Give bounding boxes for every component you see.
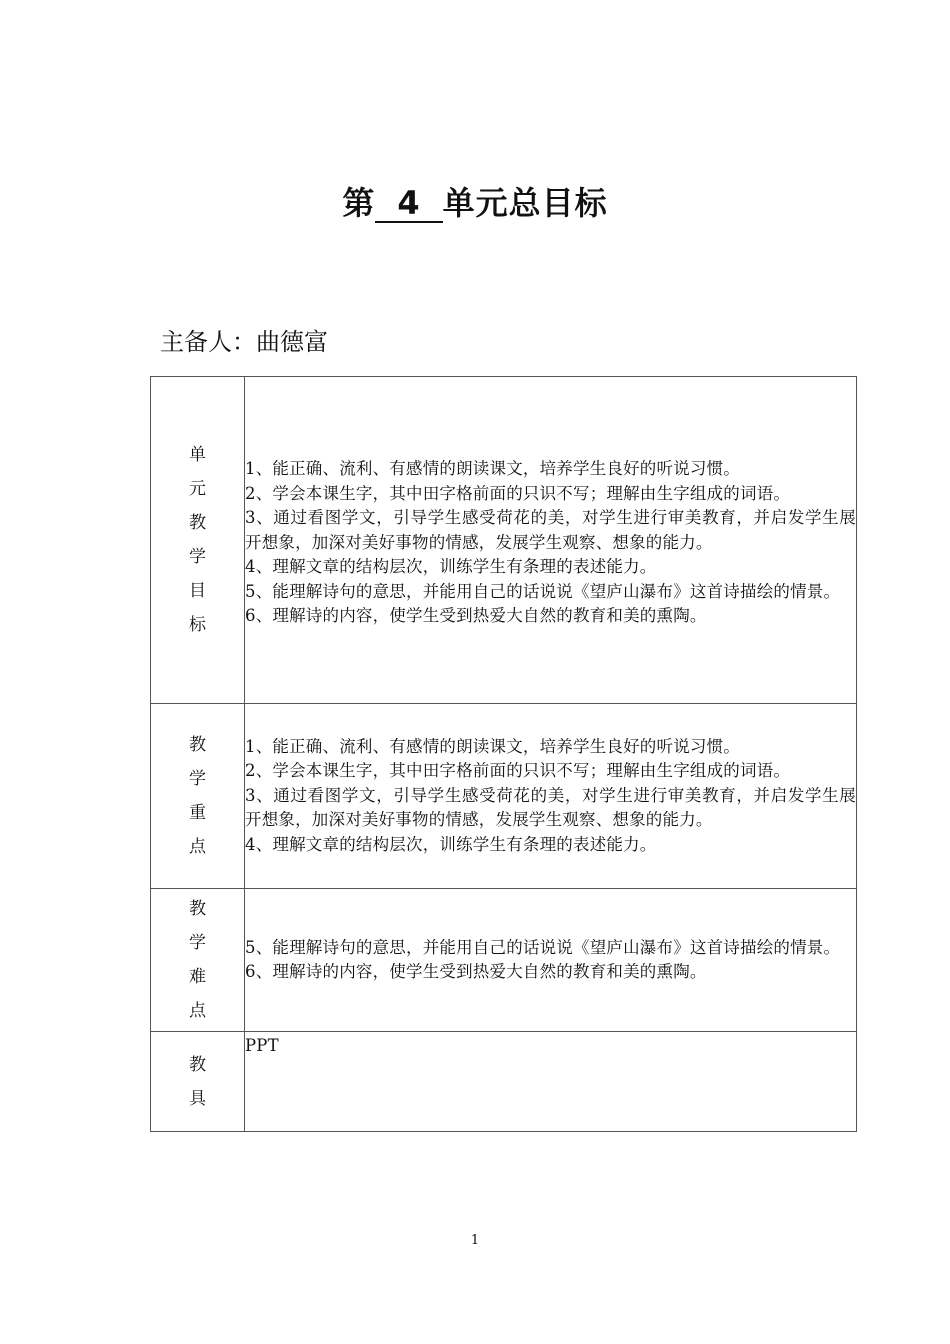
list-item: 5、能理解诗句的意思，并能用自己的话说说《望庐山瀑布》这首诗描绘的情景。 [245,937,841,957]
table-row-unit-goals [151,377,857,704]
unit-number: 4 [375,186,442,223]
list-item: 6、理解诗的内容，使学生受到热爱大自然的教育和美的熏陶。 [245,962,707,981]
row-label-key-points: 教 学 重 点 [151,704,245,889]
list-item: 3、通过看图学文，引导学生感受荷花的美，对学生进行审美教育，并启发学生展开想象，加深对美好事物的情感，发展学生观察、想象的能力。 [245,508,856,552]
row-content-difficulties [245,889,857,1032]
list-item: 4、理解文章的结构层次，训练学生有条理的表述能力。 [245,557,657,577]
list-item: 4、理解文章的结构层次，训练学生有条理的表述能力。 [245,834,657,854]
list-item: 5、能理解诗句的意思，并能用自己的话说说《望庐山瀑布》这首诗描绘的情景。 [245,581,841,601]
author-line: 主备人：曲德富 [160,328,328,356]
list-item: PPT [245,1036,279,1055]
table-row-teaching-aids [151,1032,857,1132]
page-number: 1 [470,1233,480,1248]
row-content-key-points [245,704,857,889]
unit-plan-table [150,376,857,1132]
list-item: 3、通过看图学文，引导学生感受荷花的美，对学生进行审美教育，并启发学生展开想象，加深对美好事物的情感，发展学生观察、想象的能力。 [245,785,856,830]
list-item: 2、学会本课生字，其中田字格前面的只识不写；理解由生字组成的词语。 [245,483,791,503]
row-content-unit-goals [245,377,857,704]
row-content-teaching-aids [245,1032,857,1132]
page-title [0,178,950,224]
list-item: 1、能正确、流利、有感情的朗读课文，培养学生良好的听说习惯。 [245,459,740,479]
title-suffix: 单元总目标 [442,184,608,222]
row-label-teaching-aids: 教 具 [151,1032,245,1132]
table-row-key-points [151,704,857,889]
row-label-unit-goals: 单 元 教 学 目 标 [151,377,245,704]
list-item: 1、能正确、流利、有感情的朗读课文，培养学生良好的听说习惯。 [245,736,740,756]
row-label-difficulties: 教 学 难 点 [151,889,245,1032]
list-item: 2、学会本课生字，其中田字格前面的只识不写；理解由生字组成的词语。 [245,761,791,781]
list-item: 6、理解诗的内容，使学生受到热爱大自然的教育和美的熏陶。 [245,606,707,626]
table-row-difficulties [151,889,857,1032]
title-prefix: 第 [342,184,376,222]
